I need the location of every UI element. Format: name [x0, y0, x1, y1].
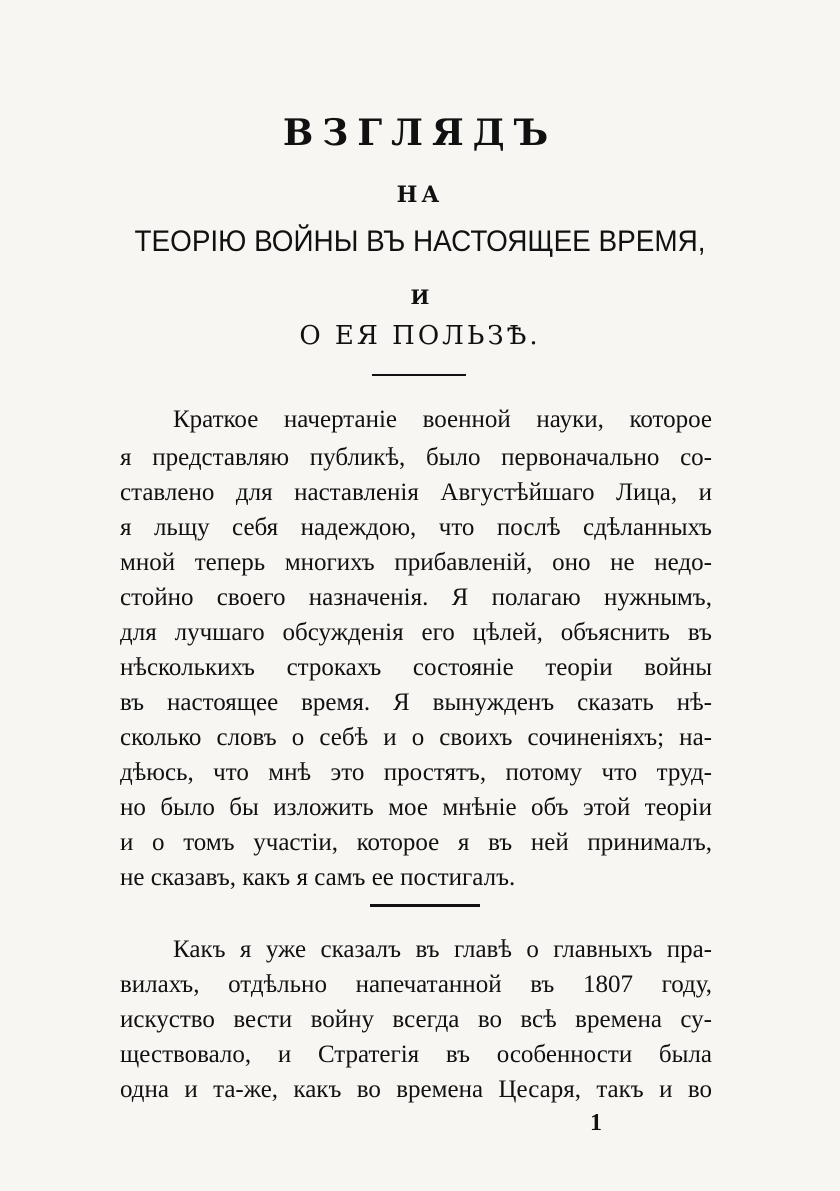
paragraph-line: я льщу себя надеждою, что послѣ сдѣланныхъ — [120, 514, 712, 541]
page-number: 1 — [590, 1110, 602, 1136]
paragraph-line: я представляю публикѣ, было первоначально со- — [120, 444, 712, 471]
paragraph-line: ществовало, и Стратегія въ особенности была — [120, 1041, 712, 1068]
paragraph-line: для лучшаго обсужденія его цѣлей, объяснить въ — [120, 619, 712, 646]
paragraph-line: искуство вести войну всегда во всѣ времена су- — [120, 1006, 712, 1033]
page-title: ВЗГЛЯДЪ — [282, 112, 558, 154]
paragraph-line: сколько словъ о себѣ и о своихъ сочиненіяхъ; на- — [120, 724, 712, 751]
paragraph-line: стойно своего назначенія. Я полагаю нужнымъ, — [120, 584, 712, 611]
title-subject: ТЕОРІЮ ВОЙНЫ ВЪ НАСТОЯЩЕЕ ВРЕМЯ, — [134, 225, 706, 258]
paragraph-line: одна и та-же, какъ во времена Цесаря, такъ и во — [120, 1076, 712, 1103]
title-conjunction-and: И — [410, 285, 430, 309]
paragraph-line: не сказавъ, какъ я самъ ее постигалъ. — [120, 864, 516, 891]
paragraph-line: но было бы изложить мое мнѣніе объ этой теоріи — [120, 794, 712, 821]
title-preposition-on: НА — [396, 182, 444, 208]
paragraph-line: Какъ я уже сказалъ въ главѣ о главныхъ пра- — [173, 936, 712, 963]
divider-rule-top — [372, 374, 466, 376]
title-utility: О ЕЯ ПОЛЬЗѢ. — [299, 321, 541, 351]
paragraph-line: ставлено для наставленія Августѣйшаго Лица, и — [120, 479, 712, 506]
paragraph-line: Краткое начертаніе военной науки, которое — [173, 406, 712, 433]
paragraph-line: дѣюсь, что мнѣ это простятъ, потому что труд- — [120, 759, 712, 786]
paragraph-line: нѣсколькихъ строкахъ состояніе теоріи войны — [120, 654, 712, 681]
divider-rule-bottom — [370, 904, 480, 907]
paragraph-line: мной теперь многихъ прибавленій, оно не недо- — [120, 549, 712, 576]
paragraph-line: вилахъ, отдѣльно напечатанной въ 1807 году, — [120, 971, 712, 998]
paragraph-line: въ настоящее время. Я вынужденъ сказать нѣ- — [120, 689, 712, 716]
paragraph-line: и о томъ участіи, которое я въ ней принималъ, — [120, 829, 712, 856]
